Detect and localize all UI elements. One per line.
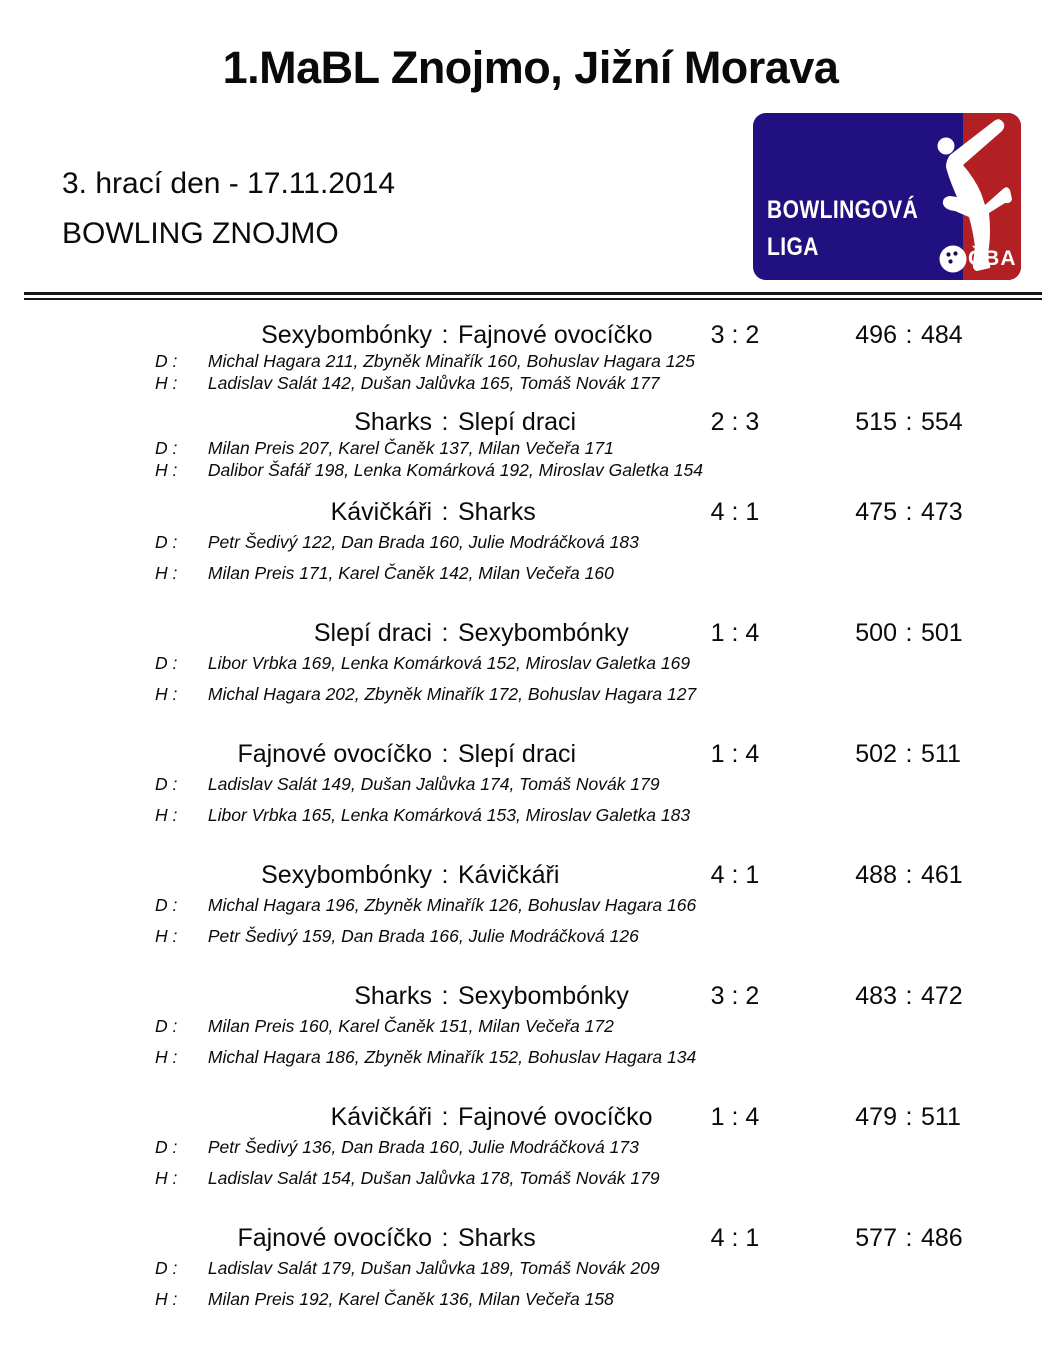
away-players-list: Ladislav Salát 154, Dušan Jalůvka 178, Tomáš Novák 179 — [207, 1168, 660, 1188]
match-header-row — [0, 1102, 1061, 1132]
away-players-row — [0, 1168, 1061, 1188]
home-team-name: Sexybombónky — [261, 321, 432, 349]
home-players-row — [0, 1258, 1061, 1278]
away-total-pins: 472 — [921, 982, 963, 1010]
team-colon: : — [441, 740, 449, 768]
away-team-name: Sexybombónky — [458, 619, 629, 647]
total-colon: : — [905, 408, 913, 436]
team-colon: : — [441, 1224, 449, 1252]
match-list — [0, 320, 1061, 1309]
home-total-pins: 475 — [855, 498, 897, 526]
match-result-block — [0, 860, 1061, 946]
away-team-name: Fajnové ovocíčko — [458, 1103, 653, 1131]
home-line-label: D : — [155, 653, 178, 673]
away-line-label: H : — [155, 460, 178, 480]
home-line-label: D : — [155, 895, 178, 915]
away-line-label: H : — [155, 1047, 178, 1067]
away-players-list: Libor Vrbka 165, Lenka Komárková 153, Miroslav Galetka 183 — [207, 805, 691, 825]
home-players-row — [0, 895, 1061, 915]
match-header-row — [0, 320, 1061, 350]
total-colon: : — [905, 861, 913, 889]
away-players-row — [0, 684, 1061, 704]
total-colon: : — [905, 1224, 913, 1252]
away-players-list: Milan Preis 171, Karel Čaněk 142, Milan Večeřa 160 — [207, 563, 614, 583]
logo-text-line1: BOWLINGOVÁ — [767, 196, 919, 224]
match-points-score: 1 : 4 — [710, 619, 760, 647]
away-players-list: Milan Preis 192, Karel Čaněk 136, Milan Večeřa 158 — [207, 1289, 614, 1309]
away-line-label: H : — [155, 1168, 178, 1188]
match-points-score: 1 : 4 — [710, 1103, 760, 1131]
away-line-label: H : — [155, 373, 178, 393]
home-players-list: Petr Šedivý 136, Dan Brada 160, Julie Modráčková 173 — [207, 1137, 639, 1157]
team-colon: : — [441, 1103, 449, 1131]
team-colon: : — [441, 408, 449, 436]
match-header-row — [0, 407, 1061, 437]
away-total-pins: 554 — [921, 408, 963, 436]
home-total-pins: 488 — [855, 861, 897, 889]
page-title: 1.MaBL Znojmo, Jižní Morava — [222, 42, 839, 93]
away-players-list: Michal Hagara 186, Zbyněk Minařík 152, Bohuslav Hagara 134 — [207, 1047, 697, 1067]
home-line-label: D : — [155, 1016, 178, 1036]
away-total-pins: 484 — [921, 321, 963, 349]
away-line-label: H : — [155, 926, 178, 946]
total-colon: : — [905, 321, 913, 349]
home-line-label: D : — [155, 438, 178, 458]
home-team-name: Kávičkáři — [330, 1103, 432, 1131]
match-header-row — [0, 1223, 1061, 1253]
away-players-list: Ladislav Salát 142, Dušan Jalůvka 165, Tomáš Novák 177 — [207, 373, 660, 393]
match-day-line: 3. hrací den - 17.11.2014 — [62, 167, 396, 200]
home-line-label: D : — [155, 774, 178, 794]
home-players-row — [0, 351, 1061, 371]
away-players-row — [0, 563, 1061, 583]
match-header-row — [0, 497, 1061, 527]
home-total-pins: 515 — [855, 408, 897, 436]
away-line-label: H : — [155, 805, 178, 825]
home-players-list: Michal Hagara 211, Zbyněk Minařík 160, Bohuslav Hagara 125 — [207, 351, 695, 371]
away-players-list: Petr Šedivý 159, Dan Brada 166, Julie Modráčková 126 — [207, 926, 639, 946]
team-colon: : — [441, 861, 449, 889]
home-team-name: Fajnové ovocíčko — [237, 740, 432, 768]
away-players-row — [0, 1047, 1061, 1067]
match-result-block — [0, 1102, 1061, 1188]
away-total-pins: 473 — [921, 498, 963, 526]
home-line-label: D : — [155, 532, 178, 552]
total-colon: : — [905, 1103, 913, 1131]
home-players-list: Petr Šedivý 122, Dan Brada 160, Julie Modráčková 183 — [207, 532, 639, 552]
away-players-list: Michal Hagara 202, Zbyněk Minařík 172, Bohuslav Hagara 127 — [207, 684, 697, 704]
home-total-pins: 577 — [855, 1224, 897, 1252]
home-players-row — [0, 774, 1061, 794]
home-team-name: Sharks — [354, 982, 432, 1010]
match-header-row — [0, 981, 1061, 1011]
home-players-list: Michal Hagara 196, Zbyněk Minařík 126, Bohuslav Hagara 166 — [207, 895, 697, 915]
away-total-pins: 486 — [921, 1224, 963, 1252]
match-points-score: 2 : 3 — [710, 408, 760, 436]
team-colon: : — [441, 498, 449, 526]
away-total-pins: 511 — [921, 740, 961, 768]
away-team-name: Kávičkáři — [458, 861, 560, 889]
match-result-block — [0, 739, 1061, 825]
team-colon: : — [441, 321, 449, 349]
away-team-name: Fajnové ovocíčko — [458, 321, 653, 349]
away-total-pins: 461 — [921, 861, 963, 889]
home-players-list: Milan Preis 207, Karel Čaněk 137, Milan Večeřa 171 — [207, 438, 614, 458]
home-line-label: D : — [155, 1258, 178, 1278]
home-total-pins: 479 — [855, 1103, 897, 1131]
match-points-score: 4 : 1 — [710, 861, 760, 889]
match-points-score: 4 : 1 — [710, 1224, 760, 1252]
away-team-name: Sharks — [458, 498, 536, 526]
total-colon: : — [905, 498, 913, 526]
total-colon: : — [905, 740, 913, 768]
away-total-pins: 511 — [921, 1103, 961, 1131]
match-points-score: 3 : 2 — [710, 321, 760, 349]
away-players-row — [0, 373, 1061, 393]
match-header-row — [0, 618, 1061, 648]
home-team-name: Kávičkáři — [330, 498, 432, 526]
home-total-pins: 496 — [855, 321, 897, 349]
total-colon: : — [905, 619, 913, 647]
home-players-list: Ladislav Salát 179, Dušan Jalůvka 189, Tomáš Novák 209 — [207, 1258, 660, 1278]
total-colon: : — [905, 982, 913, 1010]
match-result-block — [0, 618, 1061, 704]
home-team-name: Fajnové ovocíčko — [237, 1224, 432, 1252]
away-players-row — [0, 460, 1061, 480]
away-players-row — [0, 926, 1061, 946]
away-line-label: H : — [155, 1289, 178, 1309]
match-result-block — [0, 497, 1061, 583]
home-players-row — [0, 1016, 1061, 1036]
match-points-score: 4 : 1 — [710, 498, 760, 526]
away-line-label: H : — [155, 563, 178, 583]
match-result-block — [0, 407, 1061, 480]
match-points-score: 3 : 2 — [710, 982, 760, 1010]
away-team-name: Slepí draci — [458, 408, 577, 436]
league-logo — [753, 113, 1021, 280]
match-points-score: 1 : 4 — [710, 740, 760, 768]
home-line-label: D : — [155, 1137, 178, 1157]
home-players-list: Milan Preis 160, Karel Čaněk 151, Milan Večeřa 172 — [207, 1016, 614, 1036]
match-result-block — [0, 981, 1061, 1067]
home-total-pins: 483 — [855, 982, 897, 1010]
venue-line: BOWLING ZNOJMO — [62, 217, 339, 250]
logo-badge-text: ČBA — [968, 247, 1017, 270]
away-total-pins: 501 — [921, 619, 963, 647]
away-players-list: Dalibor Šafář 198, Lenka Komárková 192, Miroslav Galetka 154 — [207, 460, 704, 480]
home-team-name: Slepí draci — [313, 619, 432, 647]
home-team-name: Sharks — [354, 408, 432, 436]
home-line-label: D : — [155, 351, 178, 371]
team-colon: : — [441, 982, 449, 1010]
match-header-row — [0, 860, 1061, 890]
away-team-name: Sexybombónky — [458, 982, 629, 1010]
match-result-block — [0, 1223, 1061, 1309]
home-total-pins: 500 — [855, 619, 897, 647]
away-team-name: Slepí draci — [458, 740, 577, 768]
bowling-ball-icon — [939, 245, 967, 273]
away-players-row — [0, 805, 1061, 825]
away-line-label: H : — [155, 684, 178, 704]
team-colon: : — [441, 619, 449, 647]
home-players-row — [0, 653, 1061, 673]
home-players-list: Libor Vrbka 169, Lenka Komárková 152, Miroslav Galetka 169 — [207, 653, 691, 673]
home-players-row — [0, 438, 1061, 458]
home-players-row — [0, 1137, 1061, 1157]
home-total-pins: 502 — [855, 740, 897, 768]
home-players-row — [0, 532, 1061, 552]
match-result-block — [0, 320, 1061, 393]
away-players-row — [0, 1289, 1061, 1309]
match-header-row — [0, 739, 1061, 769]
away-team-name: Sharks — [458, 1224, 536, 1252]
home-players-list: Ladislav Salát 149, Dušan Jalůvka 174, Tomáš Novák 179 — [207, 774, 660, 794]
header-separator — [24, 292, 1042, 300]
home-team-name: Sexybombónky — [261, 861, 432, 889]
logo-text-line2: LIGA — [767, 233, 819, 261]
